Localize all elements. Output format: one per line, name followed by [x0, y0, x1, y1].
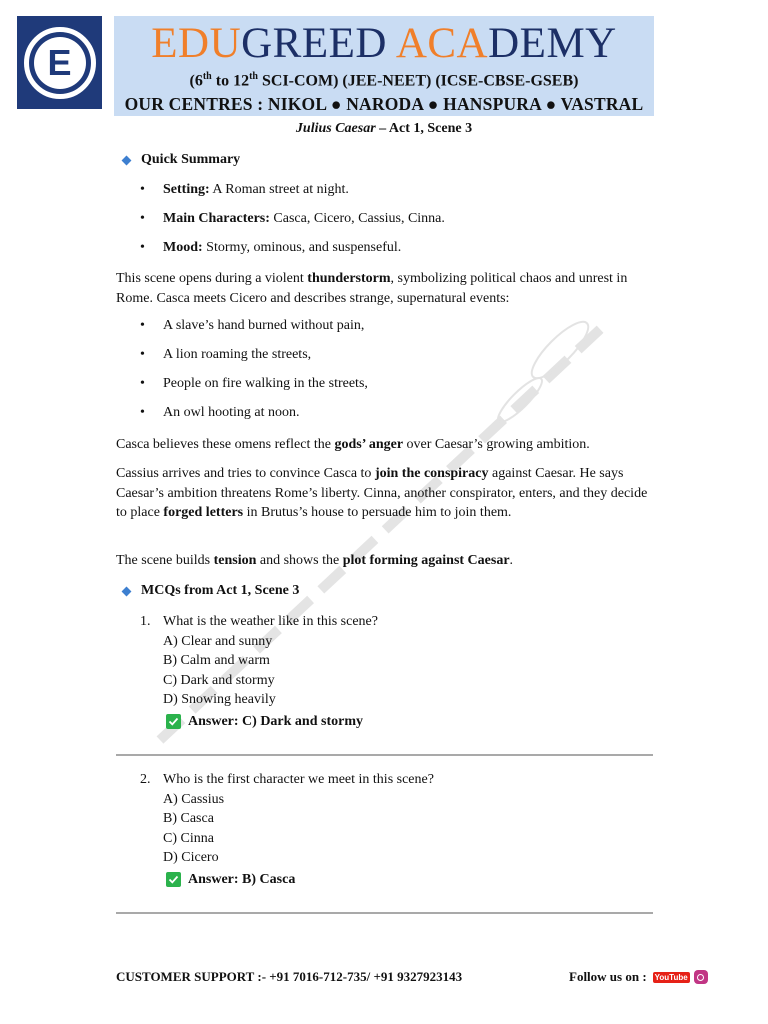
- divider: [116, 754, 653, 756]
- divider: [116, 912, 653, 914]
- mcq-heading: [123, 583, 299, 599]
- mcq-option: B) Calm and warm: [163, 653, 270, 668]
- text-run: The scene builds: [116, 553, 214, 568]
- bullet-dot-icon: •: [140, 240, 145, 255]
- mcq-question-block: [140, 770, 434, 889]
- title-rest: – Act 1, Scene 3: [375, 121, 473, 136]
- bold-run: thunderstorm: [307, 271, 391, 286]
- summary-paragraph-2: [116, 435, 653, 455]
- event-item: [140, 376, 368, 392]
- academy-logo: [17, 16, 102, 109]
- summary-item-text: Stormy, ominous, and suspenseful.: [202, 240, 402, 255]
- course-rest: SCI-COM) (JEE-NEET) (ICSE-CBSE-GSEB): [257, 72, 579, 90]
- brand-part-4: DEMY: [488, 20, 617, 67]
- social-links: [569, 969, 708, 985]
- logo-ring: [24, 27, 96, 99]
- summary-item-label: Main Characters:: [163, 211, 270, 226]
- text-run: Cassius arrives and tries to convince Casca to: [116, 466, 375, 481]
- mcq-answer: [140, 712, 378, 732]
- bullet-dot-icon: •: [140, 318, 145, 333]
- event-text: An owl hooting at noon.: [163, 405, 300, 420]
- text-run: against Caesar. He says Caesar’s ambition threatens Rome’s liberty. Cinna, another conspirator, enters, and they decide to place: [116, 466, 648, 520]
- question-text: What is the weather like in this scene?: [163, 614, 378, 629]
- question-text: Who is the first character we meet in this scene?: [163, 772, 434, 787]
- customer-support: CUSTOMER SUPPORT :- +91 7016-712-735/ +91 9327923143: [116, 969, 463, 984]
- brand-part-1: EDU: [151, 20, 242, 67]
- summary-heading: [123, 152, 240, 168]
- mcq-question: [140, 612, 378, 632]
- mcq-option: B) Casca: [163, 811, 214, 826]
- checkmark-icon: [166, 872, 181, 887]
- mcq-question: [140, 770, 434, 790]
- title-play: Julius Caesar: [295, 121, 376, 136]
- summary-paragraph-3: [116, 464, 653, 523]
- bullet-dot-icon: •: [140, 376, 145, 391]
- text-run: .: [509, 553, 514, 568]
- logo-letter: E: [47, 41, 72, 83]
- question-number: 1.: [140, 614, 151, 629]
- follow-label: Follow us on :: [569, 969, 647, 984]
- event-item: [140, 405, 300, 421]
- bullet-dot-icon: •: [140, 182, 145, 197]
- answer-text: Answer: C) Dark and stormy: [188, 713, 363, 729]
- question-number: 2.: [140, 772, 151, 787]
- mcq-answer: [140, 870, 434, 890]
- mcq-option: D) Snowing heavily: [163, 692, 276, 707]
- course-sup-1: th: [202, 71, 212, 82]
- event-text: A slave’s hand burned without pain,: [163, 318, 365, 333]
- summary-item: [140, 211, 445, 227]
- mcq-option: A) Cassius: [163, 791, 225, 807]
- bullet-dot-icon: •: [140, 405, 145, 420]
- summary-item-label: Mood:: [163, 240, 203, 255]
- mcq-question-block: [140, 612, 378, 731]
- text-run: Casca believes these omens reflect the: [116, 437, 335, 452]
- event-text: People on fire walking in the streets,: [163, 376, 368, 391]
- youtube-icon[interactable]: YouTube: [654, 972, 688, 982]
- brand-part-2: GREED: [241, 20, 396, 67]
- instagram-icon[interactable]: [694, 970, 708, 984]
- course-open: (6: [189, 72, 203, 90]
- document-title: [0, 121, 768, 137]
- course-to: to 12: [211, 72, 250, 90]
- event-item: [140, 347, 311, 363]
- brand-name: [114, 22, 654, 65]
- mcq-option: D) Cicero: [163, 850, 219, 865]
- checkmark-icon: [166, 714, 181, 729]
- diamond-bullet-icon: [122, 586, 132, 596]
- summary-item-text: A Roman street at night.: [209, 182, 349, 197]
- course-line: [114, 71, 654, 90]
- bullet-dot-icon: •: [140, 347, 145, 362]
- brand-part-3: ACA: [395, 20, 489, 67]
- text-run: This scene opens during a violent: [116, 271, 308, 286]
- diamond-bullet-icon: [122, 155, 132, 165]
- summary-heading-text: Quick Summary: [141, 152, 241, 167]
- centres-line: OUR CENTRES : NIKOL ● NARODA ● HANSPURA ● VASTRAL: [124, 94, 644, 115]
- bold-run: forged letters: [163, 505, 244, 520]
- event-text: A lion roaming the streets,: [163, 347, 312, 362]
- logo-inner: [34, 37, 86, 89]
- bold-run: plot forming against Caesar: [342, 553, 510, 568]
- event-item: [140, 318, 364, 334]
- bold-run: join the conspiracy: [374, 466, 489, 481]
- summary-item-label: Setting:: [163, 182, 210, 197]
- summary-item: [140, 182, 349, 198]
- summary-paragraph-4: [116, 551, 653, 571]
- text-run: and shows the: [256, 553, 343, 568]
- mcq-heading-text: MCQs from Act 1, Scene 3: [141, 583, 300, 598]
- summary-paragraph-1: [116, 269, 653, 308]
- summary-item: [140, 240, 401, 256]
- header-banner: [114, 16, 654, 116]
- bullet-dot-icon: •: [140, 211, 145, 226]
- bold-run: gods’ anger: [334, 437, 404, 452]
- mcq-option: C) Dark and stormy: [163, 672, 275, 688]
- text-run: over Caesar’s growing ambition.: [403, 437, 590, 452]
- text-run: in Brutus’s house to persuade him to join them.: [243, 505, 512, 520]
- bold-run: tension: [213, 553, 257, 568]
- answer-text: Answer: B) Casca: [188, 871, 296, 887]
- text-run: , symbolizing political chaos and unrest in Rome. Casca meets Cicero and describes strange, supernatural events:: [116, 271, 628, 306]
- summary-item-text: Casca, Cicero, Cassius, Cinna.: [269, 211, 445, 226]
- mcq-option: C) Cinna: [163, 830, 214, 846]
- mcq-option: A) Clear and sunny: [163, 633, 273, 649]
- course-sup-2: th: [249, 71, 258, 82]
